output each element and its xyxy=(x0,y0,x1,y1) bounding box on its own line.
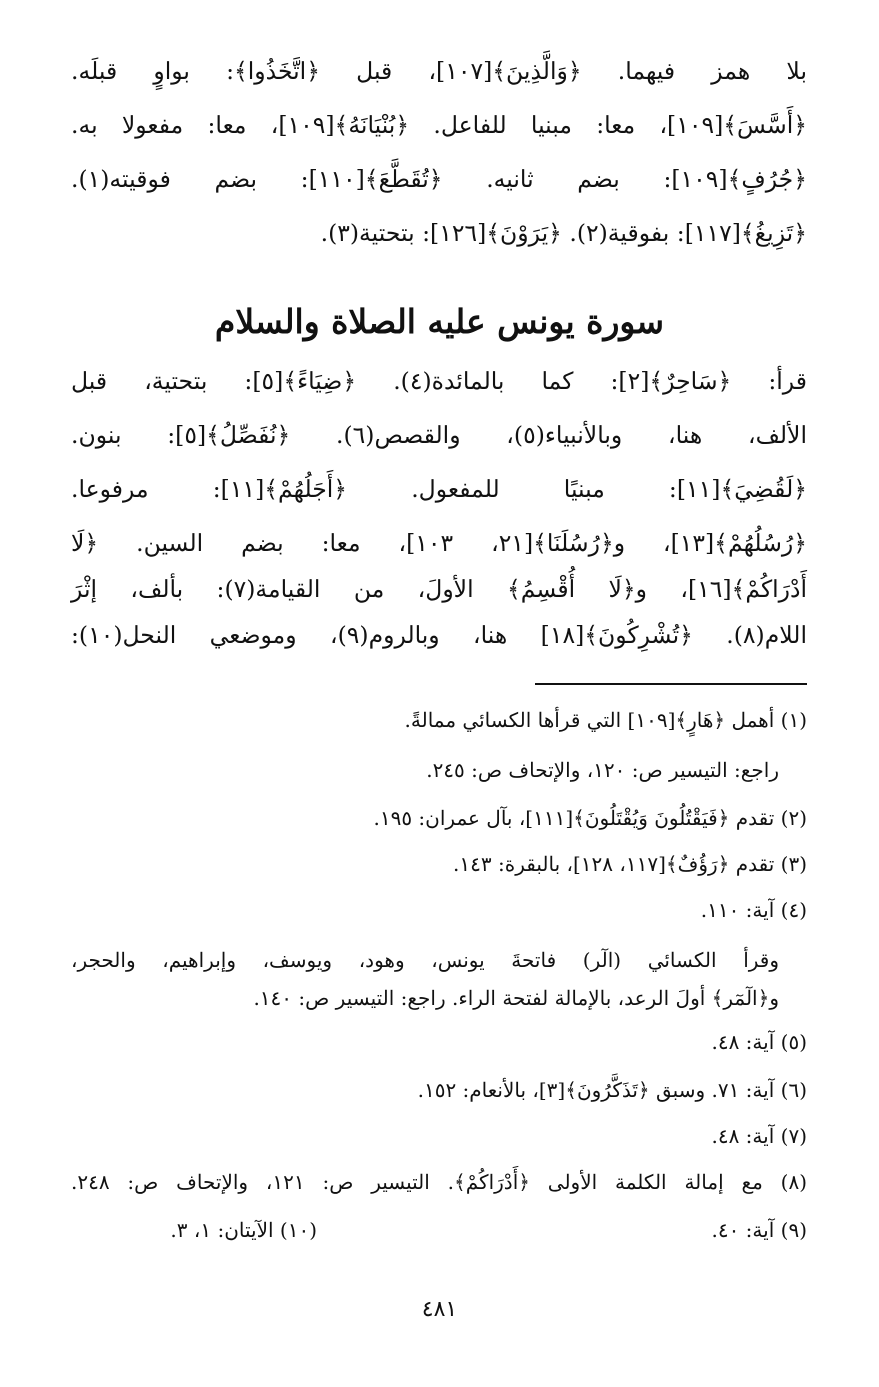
footnote-4: (٤) آية: ١١٠. xyxy=(700,898,807,922)
page-number: ٤٨١ xyxy=(421,1297,458,1322)
main-text-line-4: ﴿تَزِيغُ﴾[١١٧]: بفوقية(٢). ﴿يَرَوْنَ﴾[١٢٦]: بتحتية(٣). xyxy=(320,219,807,247)
main-text-line-6: الألف، هنا، وبالأنبياء(٥)، والقصص(٦). ﴿نُفَصِّلُ﴾[٥]: بنون. xyxy=(71,421,807,449)
footnote-6: (٦) آية: ٧١. وسبق ﴿تَذَكَّرُونَ﴾[٣]، بالأنعام: ١٥٢. xyxy=(417,1078,807,1102)
footnote-5: (٥) آية: ٤٨. xyxy=(711,1030,807,1054)
main-text-line-10: اللام(٨). ﴿تُشْرِكُونَ﴾[١٨] هنا، وبالروم(٩)، وموضعي النحل(١٠): xyxy=(71,621,807,649)
footnote-9: (٩) آية: ٤٠. xyxy=(711,1218,807,1242)
main-text-line-9: أَدْرَاكُمْ﴾[١٦]، و﴿لَا أُقْسِمُ﴾ الأولَ، من القيامة(٧): بألف، إثْرَ xyxy=(71,575,808,603)
footnote-8: (٨) مع إمالة الكلمة الأولى ﴿أَدْرَاكُمْ﴾. التيسير ص: ١٢١، والإتحاف ص: ٢٤٨. xyxy=(71,1170,808,1194)
main-text-line-1: بلا همز فيهما. ﴿وَالَّذِينَ﴾[١٠٧]، قبل ﴿اتَّخَذُوا﴾: بواوٍ قبلَه. xyxy=(71,57,807,85)
footnote-3: (٣) تقدم ﴿رَؤُفٌ﴾[١١٧، ١٢٨]، بالبقرة: ١٤٣. xyxy=(453,852,807,876)
footnote-4-continuation-1: وقرأ الكسائي (الٓر) فاتحةَ يونس، وهود، ويوسف، وإبراهيم، والحجر، xyxy=(71,948,779,972)
footnote-10: (١٠) الآيتان: ١، ٣. xyxy=(170,1218,317,1242)
footnote-1: (١) أهمل ﴿هَارٍ﴾[١٠٩] التي قرأها الكسائي ممالةً. xyxy=(404,708,807,732)
main-text-line-2: ﴿أَسَّسَ﴾[١٠٩]، معا: مبنيا للفاعل. ﴿بُنْيَانَهُ﴾[١٠٩]، معا: مفعولا به. xyxy=(71,111,807,139)
main-text-line-5: قرأ: ﴿سَاحِرٌ﴾[٢]: كما بالمائدة(٤). ﴿ضِيَاءً﴾[٥]: بتحتية، قبل xyxy=(71,367,808,395)
main-text-line-7: ﴿لَقُضِيَ﴾[١١]: مبنيًا للمفعول. ﴿أَجَلُهُمْ﴾[١١]: مرفوعا. xyxy=(71,475,808,503)
surah-heading: سورة يونس عليه الصلاة والسلام xyxy=(214,302,665,341)
main-text-line-8: ﴿رُسُلُهُمْ﴾[١٣]، و﴿رُسُلَنَا﴾[٢١، ١٠٣]، معا: بضم السين. ﴿لَا xyxy=(71,529,807,557)
footnote-4-continuation-2: و﴿الٓمٓر﴾ أولَ الرعد، بالإمالة لفتحة الراء. راجع: التيسير ص: ١٤٠. xyxy=(253,986,779,1010)
footnote-7: (٧) آية: ٤٨. xyxy=(711,1124,807,1148)
footnote-9-and-10-row xyxy=(71,1212,807,1248)
footnote-separator xyxy=(535,683,807,685)
footnote-1-reference: راجع: التيسير ص: ١٢٠، والإتحاف ص: ٢٤٥. xyxy=(426,758,779,782)
footnote-2: (٢) تقدم ﴿فَيَقْتُلُونَ وَيُقْتَلُونَ﴾[١١١]، بآل عمران: ١٩٥. xyxy=(373,806,807,830)
main-text-line-3: ﴿جُرُفٍ﴾[١٠٩]: بضم ثانيه. ﴿تُقَطَّعَ﴾[١١٠]: بضم فوقيته(١). xyxy=(71,165,807,193)
